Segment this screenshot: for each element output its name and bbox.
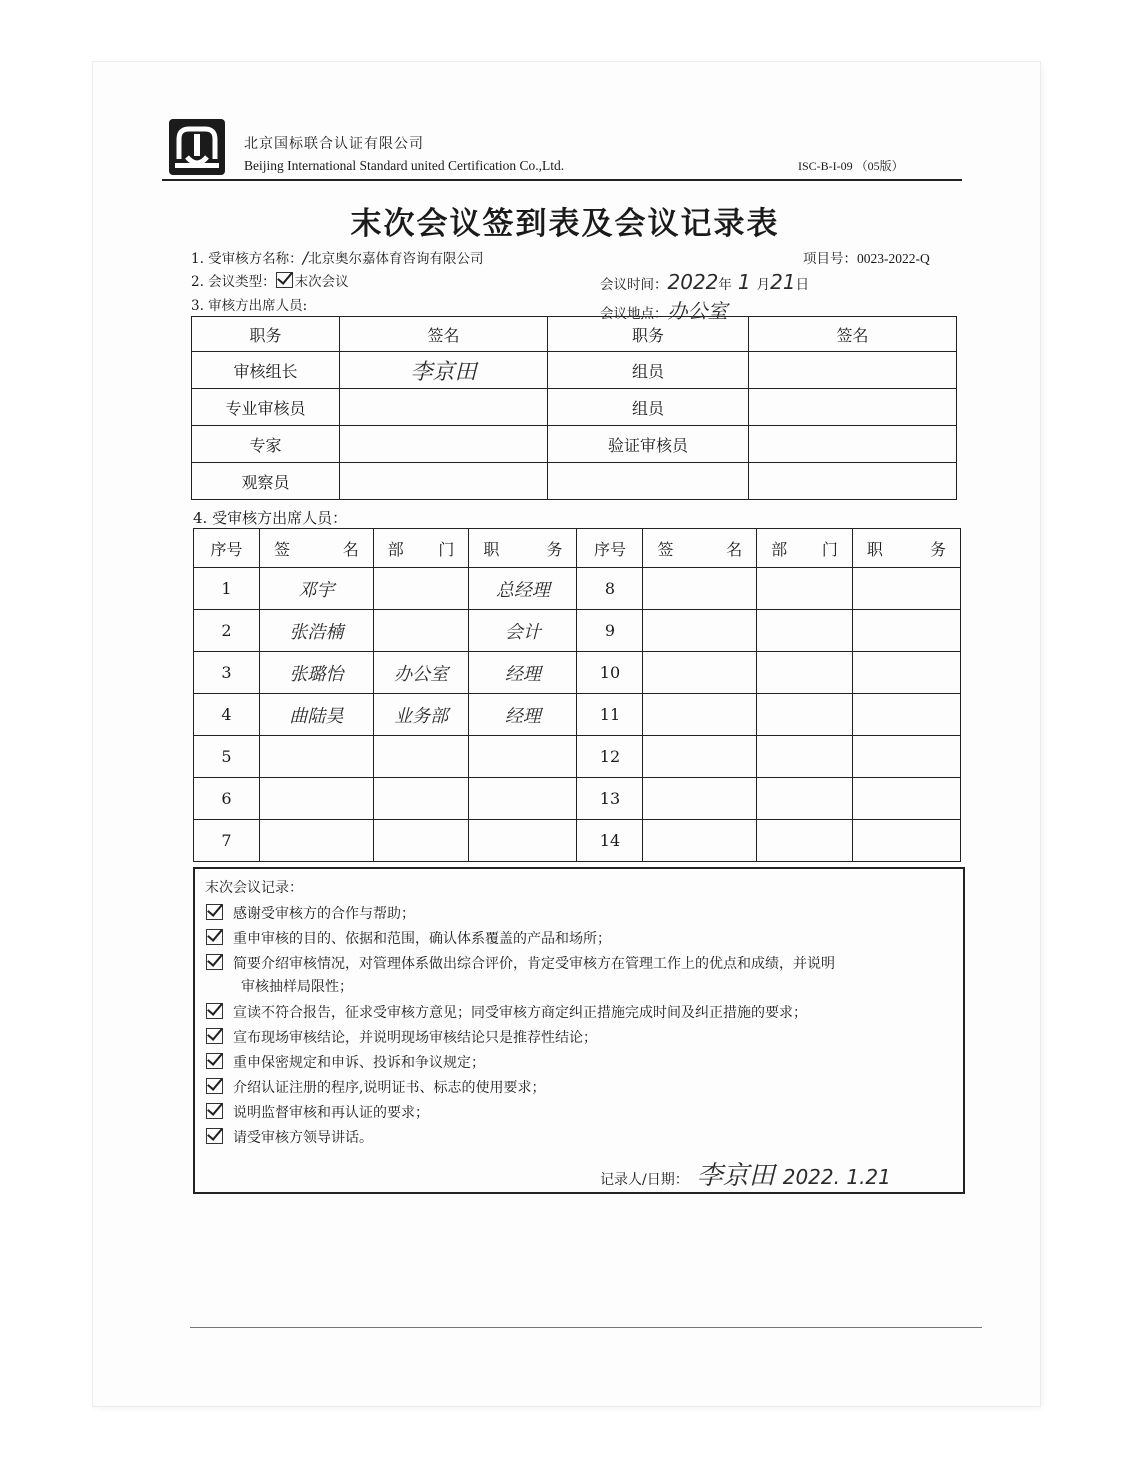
- recorder-signature: 李京田: [696, 1161, 775, 1191]
- post-cell: [852, 652, 960, 694]
- meeting-place-value: 办公室: [667, 299, 728, 323]
- record-item: 简要介绍审核情况，对管理体系做出综合评价，肯定受审核方在管理工作上的优点和成绩，并说明: [206, 953, 835, 973]
- department-cell: [373, 610, 469, 652]
- meeting-month: 1: [737, 270, 751, 294]
- no-cell: 10: [577, 652, 643, 694]
- role-cell: [548, 463, 749, 500]
- meeting-time-line: 会议时间：2022年 1 月21日: [600, 270, 810, 294]
- table-header-row: [194, 529, 961, 568]
- signature-cell: [643, 694, 757, 736]
- bottom-divider: [190, 1327, 982, 1328]
- checkbox-checked-icon: [206, 929, 223, 945]
- role-cell: 验证审核员: [548, 426, 749, 463]
- company-logo-icon: [167, 117, 227, 177]
- signature-cell: 张璐怡: [260, 652, 374, 694]
- header-divider: [162, 179, 962, 181]
- checkbox-checked-icon: [206, 1053, 223, 1069]
- role-cell: 组员: [548, 389, 749, 426]
- header-sign: 签 名: [260, 529, 374, 568]
- record-item: 感谢受审核方的合作与帮助；: [206, 903, 415, 923]
- signature-cell: 曲陆昊: [260, 694, 374, 736]
- no-cell: 1: [194, 568, 260, 610]
- record-item: 请受审核方领导讲话。: [206, 1127, 373, 1147]
- checkbox-checked-icon: [206, 1103, 223, 1119]
- checkbox-checked-icon: [206, 1003, 223, 1019]
- table-row: [192, 389, 957, 426]
- no-cell: 3: [194, 652, 260, 694]
- signature-cell: 邓宇: [260, 568, 374, 610]
- auditee-attendees-label: 4. 受审核方出席人员：: [193, 509, 348, 527]
- table-header-row: [192, 317, 957, 352]
- post-cell: [469, 820, 577, 862]
- table-row: [192, 426, 957, 463]
- project-label: 项目号：: [803, 251, 857, 267]
- no-cell: 2: [194, 610, 260, 652]
- post-cell: [852, 778, 960, 820]
- checkbox-checked-icon: [206, 1028, 223, 1044]
- post-cell: [852, 694, 960, 736]
- signature-cell: [749, 352, 957, 389]
- company-name-en: Beijing International Standard united Certification Co.,Ltd.: [244, 158, 565, 173]
- header-post: 职 务: [852, 529, 960, 568]
- table-row: [194, 778, 961, 820]
- no-cell: 11: [577, 694, 643, 736]
- header-no: 序号: [577, 529, 643, 568]
- department-cell: [757, 610, 853, 652]
- signature-cell: [260, 820, 374, 862]
- post-cell: [469, 778, 577, 820]
- record-item-continued: 审核抽样局限性；: [241, 979, 353, 995]
- post-cell: [469, 736, 577, 778]
- signature-cell: [260, 736, 374, 778]
- signature-cell: 张浩楠: [260, 610, 374, 652]
- department-cell: 业务部: [373, 694, 469, 736]
- header-role: 职务: [548, 317, 749, 352]
- signature-cell: [643, 820, 757, 862]
- auditee-label: 1. 受审核方名称：: [191, 251, 303, 267]
- header-no: 序号: [194, 529, 260, 568]
- checkbox-checked-icon: [206, 1078, 223, 1094]
- post-cell: [852, 736, 960, 778]
- meeting-type-label: 2. 会议类型：: [191, 274, 276, 290]
- signature-cell: [260, 778, 374, 820]
- post-cell: 会计: [469, 610, 577, 652]
- meeting-year: 2022: [667, 270, 719, 294]
- department-cell: [373, 568, 469, 610]
- checkbox-checked-icon: [206, 1128, 223, 1144]
- no-cell: 5: [194, 736, 260, 778]
- role-cell: 组员: [548, 352, 749, 389]
- record-item: 宣读不符合报告，征求受审核方意见；同受审核方商定纠正措施完成时间及纠正措施的要求；: [206, 1002, 807, 1022]
- record-item: 宣布现场审核结论，并说明现场审核结论只是推荐性结论；: [206, 1027, 597, 1047]
- signature-cell: 李京田: [340, 352, 548, 389]
- no-cell: 4: [194, 694, 260, 736]
- department-cell: [373, 778, 469, 820]
- no-cell: 14: [577, 820, 643, 862]
- signature-cell: [340, 389, 548, 426]
- page-title: 末次会议签到表及会议记录表: [350, 206, 780, 242]
- table-row: [194, 568, 961, 610]
- no-cell: 8: [577, 568, 643, 610]
- department-cell: [373, 820, 469, 862]
- meeting-day: 21: [770, 270, 796, 294]
- meeting-place-label: 会议地点：: [600, 306, 668, 322]
- recorder-line: [600, 1155, 891, 1192]
- table-row: [192, 463, 957, 500]
- header-sign: 签名: [749, 317, 957, 352]
- no-cell: 12: [577, 736, 643, 778]
- header-dept: 部 门: [373, 529, 469, 568]
- auditee-value: 北京奥尔嘉体育咨询有限公司: [308, 251, 484, 267]
- header-role: 职务: [192, 317, 340, 352]
- checkbox-checked-icon: [206, 904, 223, 920]
- department-cell: [373, 736, 469, 778]
- table-row: [194, 610, 961, 652]
- record-item: 重申审核的目的、依据和范围，确认体系覆盖的产品和场所；: [206, 928, 611, 948]
- department-cell: [757, 736, 853, 778]
- company-name-cn: 北京国标联合认证有限公司: [244, 136, 424, 152]
- role-cell: 专业审核员: [192, 389, 340, 426]
- checkbox-checked-icon: [206, 954, 223, 970]
- no-cell: 7: [194, 820, 260, 862]
- role-cell: 观察员: [192, 463, 340, 500]
- header-sign: 签名: [340, 317, 548, 352]
- record-title: 末次会议记录：: [205, 880, 303, 896]
- post-cell: 经理: [469, 694, 577, 736]
- post-cell: 总经理: [469, 568, 577, 610]
- auditee-name-line: 1. 受审核方名称：/北京奥尔嘉体育咨询有限公司: [191, 248, 484, 267]
- post-cell: [852, 568, 960, 610]
- department-cell: [757, 820, 853, 862]
- header-dept: 部 门: [757, 529, 853, 568]
- signature-cell: [340, 463, 548, 500]
- project-value: 0023-2022-Q: [857, 251, 930, 266]
- header-sign: 签 名: [643, 529, 757, 568]
- post-cell: [852, 610, 960, 652]
- table-row: [194, 736, 961, 778]
- meeting-type-checkbox-icon: [276, 272, 293, 288]
- signature-cell: [749, 426, 957, 463]
- post-cell: 经理: [469, 652, 577, 694]
- table-row: [192, 352, 957, 389]
- meeting-time-label: 会议时间：: [600, 277, 668, 293]
- department-cell: [757, 568, 853, 610]
- table-row: [194, 652, 961, 694]
- department-cell: [757, 652, 853, 694]
- recorder-label: 记录人/日期：: [600, 1172, 689, 1188]
- auditor-attendees-label: 3. 审核方出席人员:: [191, 298, 308, 314]
- role-cell: 审核组长: [192, 352, 340, 389]
- signature-cell: [749, 389, 957, 426]
- no-cell: 13: [577, 778, 643, 820]
- header-post: 职 务: [469, 529, 577, 568]
- meeting-type-line: [191, 270, 349, 290]
- record-item: 说明监督审核和再认证的要求；: [206, 1102, 429, 1122]
- signature-cell: [643, 568, 757, 610]
- signature-cell: [643, 778, 757, 820]
- auditee-attendance-table: [193, 528, 961, 862]
- no-cell: 9: [577, 610, 643, 652]
- record-item: 介绍认证注册的程序,说明证书、标志的使用要求；: [206, 1077, 545, 1097]
- signature-cell: [643, 610, 757, 652]
- signature-cell: [340, 426, 548, 463]
- project-line: [803, 247, 930, 267]
- recorder-date: 2022. 1.21: [782, 1165, 891, 1189]
- form-code: ISC-B-I-09 （05版）: [798, 159, 904, 173]
- signature-cell: [643, 736, 757, 778]
- department-cell: [757, 778, 853, 820]
- signature-cell: [749, 463, 957, 500]
- auditor-attendance-table: [191, 316, 957, 500]
- role-cell: 专家: [192, 426, 340, 463]
- record-item: 重申保密规定和申诉、投诉和争议规定；: [206, 1052, 485, 1072]
- table-row: [194, 820, 961, 862]
- no-cell: 6: [194, 778, 260, 820]
- post-cell: [852, 820, 960, 862]
- department-cell: [757, 694, 853, 736]
- table-row: [194, 694, 961, 736]
- department-cell: 办公室: [373, 652, 469, 694]
- signature-cell: [643, 652, 757, 694]
- meeting-type-value: 末次会议: [294, 274, 349, 290]
